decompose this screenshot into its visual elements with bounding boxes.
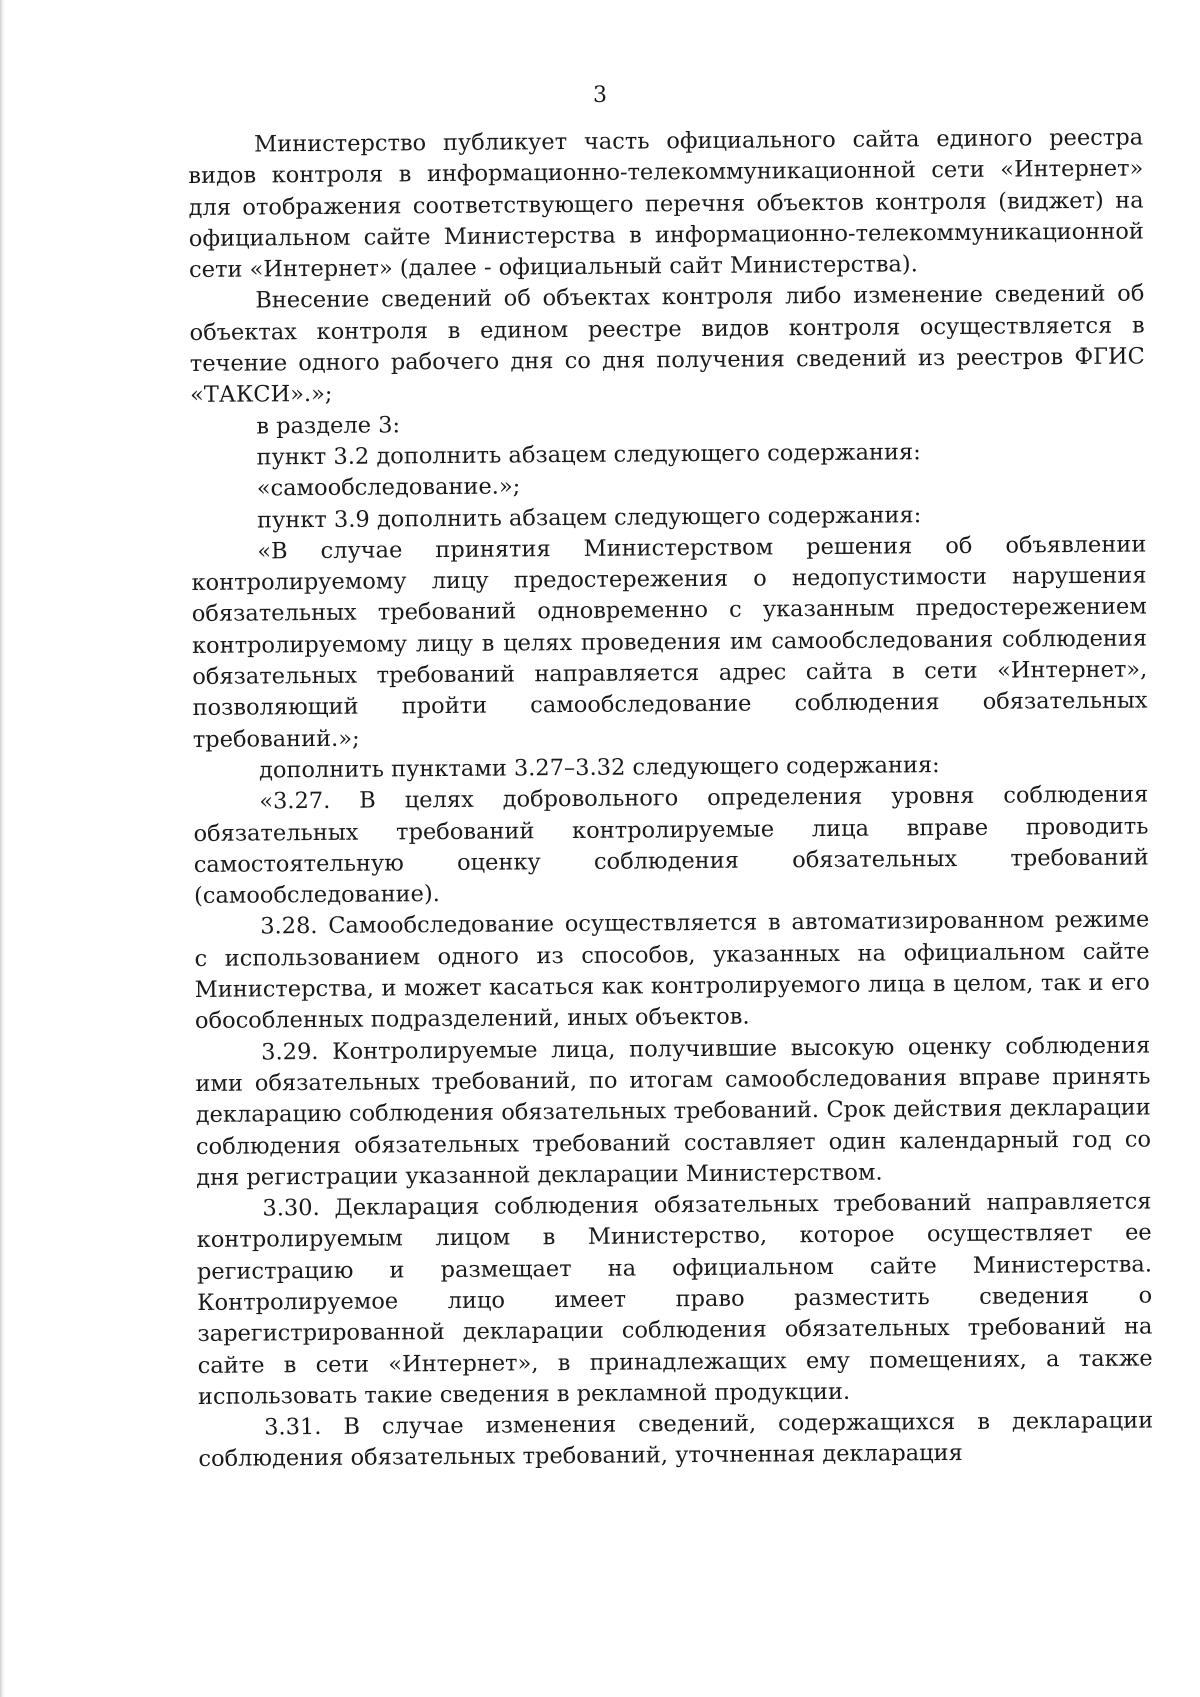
paragraph-point-3-9: пункт 3.9 дополнить абзацем следующего содержания:	[256, 501, 922, 534]
scan-edge-shadow	[0, 0, 5, 1697]
paragraph-widget-publication: Министерство публикует часть официального сайта единого реестра видов контроля в информационно-телекоммуникационной сети «Интернет» для отображения соответствующего перечня объектов контроля (виджет) на официальном сайте Министерства в информационно-телекоммуникационной сети «Интернет» (далее - официальный сайт Министерства).	[188, 124, 1144, 284]
paragraph-point-3-28: 3.28. Самообследование осуществляется в автоматизированном режиме с использованием одного из способов, указанных на официальном сайте Министерства, и может касаться как контролируемого лица в целом, так и его обособленных подразделений, иных объектов.	[194, 906, 1150, 1035]
paragraph-point-3-29: 3.29. Контролируемые лица, получившие высокую оценку соблюдения ими обязательных требований, по итогам самообследования вправе принять декларацию соблюдения обязательных требований. Срок действия декларации соблюдения обязательных требований составляет один календарный год со дня регистрации указанной декларации Министерством.	[195, 1032, 1152, 1191]
paragraph-section-3: в разделе 3:	[256, 412, 401, 440]
paragraph-point-3-30: 3.30. Декларация соблюдения обязательных требований направляется контролируемым лицом в Министерство, которое осуществляет ее регистрацию и размещает на официальном сайте Министерства. Контролируемое лицо имеет право разместить сведения о зарегистрированной декларации соблюдения обязательных требований на сайте в сети «Интернет», в принадлежащих ему помещениях, а также использовать такие сведения в рекламной продукции.	[196, 1188, 1153, 1410]
paragraph-warning-case: «В случае принятия Министерством решения об объявлении контролируемому лицу предостережения о недопустимости нарушения обязательных требований одновременно с указанным предостережением контролируемому лицу в целях проведения им самообследования соблюдения обязательных требований направляется адрес сайта в сети «Интернет», позволяющий пройти самообследование соблюдения обязательных требований.»;	[191, 531, 1148, 753]
paragraph-self-survey-quote: «самообследование.»;	[256, 473, 521, 502]
paragraph-point-3-27: «3.27. В целях добровольного определения уровня соблюдения обязательных требований контролируемые лица вправе проводить самостоятельную оценку соблюдения обязательных требований (самообследование).	[193, 781, 1149, 910]
paragraph-point-3-2: пункт 3.2 дополнить абзацем следующего содержания:	[256, 439, 921, 471]
page-number: 3	[593, 83, 607, 108]
paragraph-add-points: дополнить пунктами 3.27–3.32 следующего содержания:	[258, 752, 940, 784]
document-body	[188, 122, 1154, 1475]
paragraph-point-3-31: 3.31. В случае изменения сведений, содержащихся в декларации соблюдения обязательных требований, уточненная декларация	[198, 1407, 1154, 1473]
paragraph-registry-changes: Внесение сведений об объектах контроля либо изменение сведений об объектах контроля в едином реестре видов контроля осуществляется в течение одного рабочего дня со дня получения сведений из реестров ФГИС «ТАКСИ».»;	[189, 280, 1145, 409]
